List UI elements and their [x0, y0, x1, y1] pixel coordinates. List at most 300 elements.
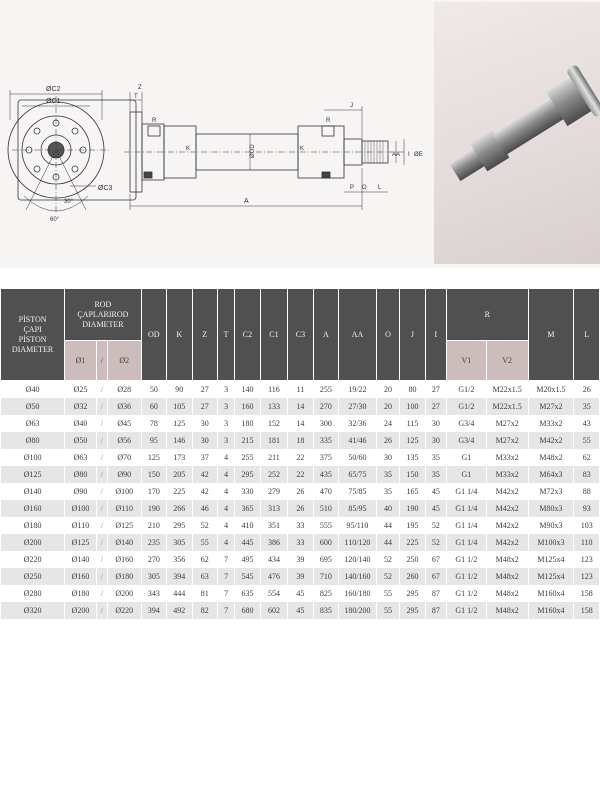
cell-c3: 26 [288, 483, 312, 500]
cell-o: 24 [377, 415, 399, 432]
cell-r-v2: M42x2 [487, 500, 528, 517]
table-row [1, 483, 599, 500]
cell-m: M90x3 [529, 517, 574, 534]
cell-c1: 554 [261, 585, 288, 602]
cell-r-v1: G1 1/4 [447, 483, 486, 500]
label-t: T [134, 94, 138, 100]
cell-c2: 140 [235, 381, 259, 398]
cell-c3: 18 [288, 432, 312, 449]
cell-rod-slash: / [97, 466, 107, 483]
cell-od: 235 [142, 534, 166, 551]
table-row [1, 568, 599, 585]
label-e: ØE [414, 152, 423, 158]
cell-c2: 295 [235, 466, 259, 483]
cell-c1: 181 [261, 432, 288, 449]
cell-z: 42 [193, 483, 217, 500]
cell-o: 44 [377, 517, 399, 534]
cell-c3: 22 [288, 466, 312, 483]
label-l: L [378, 185, 382, 191]
cell-c3: 45 [288, 585, 312, 602]
cell-l: 62 [574, 449, 599, 466]
cell-c3: 45 [288, 602, 312, 619]
cell-rod-d2: Ø220 [108, 602, 141, 619]
label-od: ØOD [250, 144, 256, 158]
cell-aa: 27/30 [339, 398, 376, 415]
cell-z: 30 [193, 432, 217, 449]
cell-rod-d2: Ø140 [108, 534, 141, 551]
cell-l: 123 [574, 568, 599, 585]
front-view [8, 90, 136, 212]
cell-k: 105 [167, 398, 191, 415]
cell-i: 27 [426, 381, 446, 398]
cell-r-v1: G3/4 [447, 432, 486, 449]
cell-aa: 65/75 [339, 466, 376, 483]
cell-i: 45 [426, 483, 446, 500]
label-aa: AA [392, 152, 401, 158]
header-rod-diameter: ROD ÇAPLARIROD DIAMETER [65, 289, 140, 341]
cell-c2: 495 [235, 551, 259, 568]
cell-r-v2: M48x2 [487, 568, 528, 585]
cell-rod-d2: Ø56 [108, 432, 141, 449]
table-body [1, 381, 599, 619]
cell-rod-d2: Ø180 [108, 568, 141, 585]
cell-c2: 680 [235, 602, 259, 619]
cell-o: 55 [377, 585, 399, 602]
cell-t: 3 [218, 432, 234, 449]
cell-c1: 476 [261, 568, 288, 585]
label-z: Z [138, 85, 142, 91]
cell-od: 150 [142, 466, 166, 483]
cell-rod-d2: Ø100 [108, 483, 141, 500]
cell-r-v1: G1 [447, 466, 486, 483]
cell-r-v1: G1/2 [447, 398, 486, 415]
cell-l: 55 [574, 432, 599, 449]
cell-a: 270 [314, 398, 338, 415]
cell-c1: 313 [261, 500, 288, 517]
cell-t: 4 [218, 483, 234, 500]
cell-rod-d1: Ø100 [65, 500, 96, 517]
cell-i: 45 [426, 500, 446, 517]
cell-t: 4 [218, 534, 234, 551]
cell-piston: Ø160 [1, 500, 64, 517]
cell-rod-slash: / [97, 381, 107, 398]
cell-k: 394 [167, 568, 191, 585]
cell-od: 190 [142, 500, 166, 517]
cell-k: 125 [167, 415, 191, 432]
label-i: I [408, 152, 410, 158]
cell-k: 205 [167, 466, 191, 483]
cell-aa: 50/60 [339, 449, 376, 466]
cell-o: 55 [377, 602, 399, 619]
cell-r-v2: M27x2 [487, 415, 528, 432]
cell-t: 3 [218, 398, 234, 415]
cell-k: 444 [167, 585, 191, 602]
cell-rod-d2: Ø28 [108, 381, 141, 398]
cell-piston: Ø320 [1, 602, 64, 619]
label-c2: ØC2 [46, 86, 61, 93]
cell-j: 125 [400, 432, 424, 449]
cell-k: 356 [167, 551, 191, 568]
cell-rod-d1: Ø125 [65, 534, 96, 551]
cell-c2: 215 [235, 432, 259, 449]
cell-r-v1: G1 1/4 [447, 500, 486, 517]
cell-m: M100x3 [529, 534, 574, 551]
cell-z: 52 [193, 517, 217, 534]
cell-j: 260 [400, 568, 424, 585]
cell-aa: 140/160 [339, 568, 376, 585]
cell-r-v1: G3/4 [447, 415, 486, 432]
header-c2: C2 [235, 289, 259, 381]
cell-c1: 351 [261, 517, 288, 534]
cell-l: 110 [574, 534, 599, 551]
cell-k: 225 [167, 483, 191, 500]
cell-a: 600 [314, 534, 338, 551]
cell-j: 295 [400, 602, 424, 619]
table-row [1, 398, 599, 415]
cell-a: 555 [314, 517, 338, 534]
cell-l: 88 [574, 483, 599, 500]
cell-piston: Ø80 [1, 432, 64, 449]
label-angle-30: 30° [64, 199, 74, 205]
cell-piston: Ø40 [1, 381, 64, 398]
cell-t: 7 [218, 585, 234, 602]
cell-k: 173 [167, 449, 191, 466]
cell-i: 52 [426, 517, 446, 534]
cell-a: 375 [314, 449, 338, 466]
cell-piston: Ø63 [1, 415, 64, 432]
cell-j: 225 [400, 534, 424, 551]
cell-r-v2: M42x2 [487, 517, 528, 534]
cell-piston: Ø50 [1, 398, 64, 415]
cell-k: 295 [167, 517, 191, 534]
cell-k: 492 [167, 602, 191, 619]
cell-o: 20 [377, 398, 399, 415]
cell-r-v1: G1 1/2 [447, 602, 486, 619]
table-row [1, 551, 599, 568]
cell-rod-slash: / [97, 500, 107, 517]
cell-l: 123 [574, 551, 599, 568]
cell-c2: 160 [235, 398, 259, 415]
cell-c2: 365 [235, 500, 259, 517]
cell-z: 37 [193, 449, 217, 466]
cell-c2: 255 [235, 449, 259, 466]
cell-rod-d1: Ø63 [65, 449, 96, 466]
cell-rod-d2: Ø160 [108, 551, 141, 568]
label-k-left: K [186, 146, 191, 152]
cell-l: 35 [574, 398, 599, 415]
cell-i: 30 [426, 415, 446, 432]
cell-m: M125x4 [529, 551, 574, 568]
cell-j: 195 [400, 517, 424, 534]
cell-rod-d1: Ø80 [65, 466, 96, 483]
header-o: O [377, 289, 399, 381]
cell-c3: 33 [288, 534, 312, 551]
cell-i: 30 [426, 432, 446, 449]
cell-od: 394 [142, 602, 166, 619]
cell-r-v2: M48x2 [487, 602, 528, 619]
cell-i: 27 [426, 398, 446, 415]
cell-rod-d1: Ø140 [65, 551, 96, 568]
cell-z: 81 [193, 585, 217, 602]
cell-rod-d2: Ø110 [108, 500, 141, 517]
cell-piston: Ø180 [1, 517, 64, 534]
cell-od: 60 [142, 398, 166, 415]
cell-j: 250 [400, 551, 424, 568]
side-view [124, 92, 404, 210]
cell-aa: 120/140 [339, 551, 376, 568]
cell-od: 125 [142, 449, 166, 466]
cell-o: 52 [377, 551, 399, 568]
cell-t: 7 [218, 568, 234, 585]
cell-c3: 14 [288, 415, 312, 432]
header-od: OD [142, 289, 166, 381]
cell-rod-slash: / [97, 432, 107, 449]
cell-c1: 386 [261, 534, 288, 551]
cell-a: 710 [314, 568, 338, 585]
table-row [1, 534, 599, 551]
cell-j: 100 [400, 398, 424, 415]
cell-m: M160x4 [529, 585, 574, 602]
cell-rod-d1: Ø40 [65, 415, 96, 432]
cell-od: 78 [142, 415, 166, 432]
cell-c3: 14 [288, 398, 312, 415]
table-row [1, 517, 599, 534]
cell-aa: 160/180 [339, 585, 376, 602]
cell-k: 266 [167, 500, 191, 517]
cell-c2: 180 [235, 415, 259, 432]
header-rod-d1: Ø1 [65, 341, 96, 381]
cell-od: 50 [142, 381, 166, 398]
cell-j: 80 [400, 381, 424, 398]
cell-rod-slash: / [97, 483, 107, 500]
cell-m: M20x1.5 [529, 381, 574, 398]
cell-r-v2: M48x2 [487, 551, 528, 568]
cell-rod-d1: Ø160 [65, 568, 96, 585]
cell-rod-slash: / [97, 551, 107, 568]
dimension-table [0, 289, 600, 619]
cell-rod-d1: Ø180 [65, 585, 96, 602]
cell-r-v2: M22x1.5 [487, 381, 528, 398]
header-rod-slash: / [97, 341, 107, 381]
label-o: O [362, 185, 367, 191]
cell-c1: 602 [261, 602, 288, 619]
cell-m: M27x2 [529, 398, 574, 415]
cell-rod-slash: / [97, 534, 107, 551]
label-k-right: K [300, 146, 305, 152]
cell-rod-slash: / [97, 449, 107, 466]
cell-piston: Ø125 [1, 466, 64, 483]
cell-k: 146 [167, 432, 191, 449]
cell-r-v2: M27x2 [487, 432, 528, 449]
cell-z: 27 [193, 398, 217, 415]
cell-t: 4 [218, 449, 234, 466]
cell-i: 67 [426, 551, 446, 568]
cell-r-v2: M42x2 [487, 483, 528, 500]
cell-o: 35 [377, 466, 399, 483]
header-i: I [426, 289, 446, 381]
header-l: L [574, 289, 599, 381]
cell-c2: 635 [235, 585, 259, 602]
cell-rod-d1: Ø90 [65, 483, 96, 500]
cell-od: 210 [142, 517, 166, 534]
cell-j: 115 [400, 415, 424, 432]
cell-rod-d2: Ø90 [108, 466, 141, 483]
cell-i: 87 [426, 585, 446, 602]
header-a: A [314, 289, 338, 381]
cell-c1: 133 [261, 398, 288, 415]
label-c1: ØC1 [46, 98, 61, 105]
cell-i: 87 [426, 602, 446, 619]
header-j: J [400, 289, 424, 381]
cell-rod-slash: / [97, 602, 107, 619]
header-aa: AA [339, 289, 376, 381]
cell-rod-d2: Ø200 [108, 585, 141, 602]
cell-rod-d2: Ø125 [108, 517, 141, 534]
cell-m: M80x3 [529, 500, 574, 517]
header-r: R [447, 289, 527, 341]
cell-l: 26 [574, 381, 599, 398]
cell-r-v1: G1 1/4 [447, 517, 486, 534]
cell-z: 46 [193, 500, 217, 517]
cell-r-v2: M33x2 [487, 449, 528, 466]
table-row [1, 415, 599, 432]
table-row [1, 466, 599, 483]
cell-z: 82 [193, 602, 217, 619]
cell-c1: 116 [261, 381, 288, 398]
technical-drawing [0, 0, 430, 268]
cell-r-v1: G1/2 [447, 381, 486, 398]
cell-z: 27 [193, 381, 217, 398]
cell-c1: 252 [261, 466, 288, 483]
header-c1: C1 [261, 289, 288, 381]
cell-o: 44 [377, 534, 399, 551]
table-row [1, 500, 599, 517]
cell-aa: 110/120 [339, 534, 376, 551]
header-t: T [218, 289, 234, 381]
cell-k: 305 [167, 534, 191, 551]
product-photo [434, 2, 600, 264]
cell-aa: 41/46 [339, 432, 376, 449]
cell-l: 83 [574, 466, 599, 483]
cell-rod-slash: / [97, 585, 107, 602]
cell-a: 300 [314, 415, 338, 432]
cell-od: 95 [142, 432, 166, 449]
cell-od: 305 [142, 568, 166, 585]
header-k: K [167, 289, 191, 381]
label-j: J [350, 103, 353, 109]
cell-t: 7 [218, 551, 234, 568]
cell-i: 35 [426, 466, 446, 483]
header-piston-diameter: PİSTON ÇAPI PİSTON DIAMETER [1, 289, 64, 381]
cell-r-v1: G1 1/4 [447, 534, 486, 551]
cell-rod-d2: Ø36 [108, 398, 141, 415]
cell-rod-slash: / [97, 517, 107, 534]
cell-m: M48x2 [529, 449, 574, 466]
cell-a: 335 [314, 432, 338, 449]
cell-o: 40 [377, 500, 399, 517]
cell-c2: 445 [235, 534, 259, 551]
cell-t: 3 [218, 381, 234, 398]
cell-rod-d1: Ø200 [65, 602, 96, 619]
cell-o: 35 [377, 483, 399, 500]
cell-t: 4 [218, 466, 234, 483]
cell-c1: 279 [261, 483, 288, 500]
cell-z: 55 [193, 534, 217, 551]
cell-r-v1: G1 [447, 449, 486, 466]
cell-c2: 330 [235, 483, 259, 500]
cell-piston: Ø100 [1, 449, 64, 466]
header-rod-d2: Ø2 [108, 341, 141, 381]
cell-piston: Ø280 [1, 585, 64, 602]
cell-j: 165 [400, 483, 424, 500]
cell-rod-d2: Ø45 [108, 415, 141, 432]
table-row [1, 381, 599, 398]
cell-m: M72x3 [529, 483, 574, 500]
cell-piston: Ø220 [1, 551, 64, 568]
cell-a: 695 [314, 551, 338, 568]
cell-a: 435 [314, 466, 338, 483]
label-a: A [244, 198, 249, 205]
cell-c3: 39 [288, 551, 312, 568]
cell-t: 7 [218, 602, 234, 619]
table-row [1, 602, 599, 619]
cell-c2: 545 [235, 568, 259, 585]
cell-a: 825 [314, 585, 338, 602]
port-rear [148, 126, 160, 136]
cell-m: M160x4 [529, 602, 574, 619]
cell-aa: 85/95 [339, 500, 376, 517]
cell-r-v2: M42x2 [487, 534, 528, 551]
label-angle-60: 60° [50, 217, 60, 223]
cell-i: 67 [426, 568, 446, 585]
cell-j: 190 [400, 500, 424, 517]
cell-o: 30 [377, 449, 399, 466]
cell-z: 42 [193, 466, 217, 483]
header-c3: C3 [288, 289, 312, 381]
cell-c3: 33 [288, 517, 312, 534]
port-front [322, 126, 334, 136]
cell-aa: 32/36 [339, 415, 376, 432]
header-z: Z [193, 289, 217, 381]
cell-c1: 211 [261, 449, 288, 466]
cell-c2: 410 [235, 517, 259, 534]
cell-o: 20 [377, 381, 399, 398]
cell-m: M33x2 [529, 415, 574, 432]
header-m: M [529, 289, 574, 381]
cell-t: 3 [218, 415, 234, 432]
header-r-v2: V2 [487, 341, 528, 381]
label-r-left: R [152, 118, 157, 124]
cell-aa: 180/200 [339, 602, 376, 619]
cell-piston: Ø250 [1, 568, 64, 585]
cell-rod-d1: Ø25 [65, 381, 96, 398]
cell-z: 62 [193, 551, 217, 568]
cell-od: 170 [142, 483, 166, 500]
cell-m: M64x3 [529, 466, 574, 483]
cylinder-render [434, 2, 600, 264]
table-row [1, 432, 599, 449]
cell-i: 52 [426, 534, 446, 551]
cell-r-v2: M22x1.5 [487, 398, 528, 415]
label-c3: ØC3 [98, 185, 113, 192]
cell-rod-d2: Ø70 [108, 449, 141, 466]
cell-rod-slash: / [97, 415, 107, 432]
cell-c1: 434 [261, 551, 288, 568]
cell-r-v2: M48x2 [487, 585, 528, 602]
cell-c3: 26 [288, 500, 312, 517]
cell-c3: 39 [288, 568, 312, 585]
cell-l: 93 [574, 500, 599, 517]
